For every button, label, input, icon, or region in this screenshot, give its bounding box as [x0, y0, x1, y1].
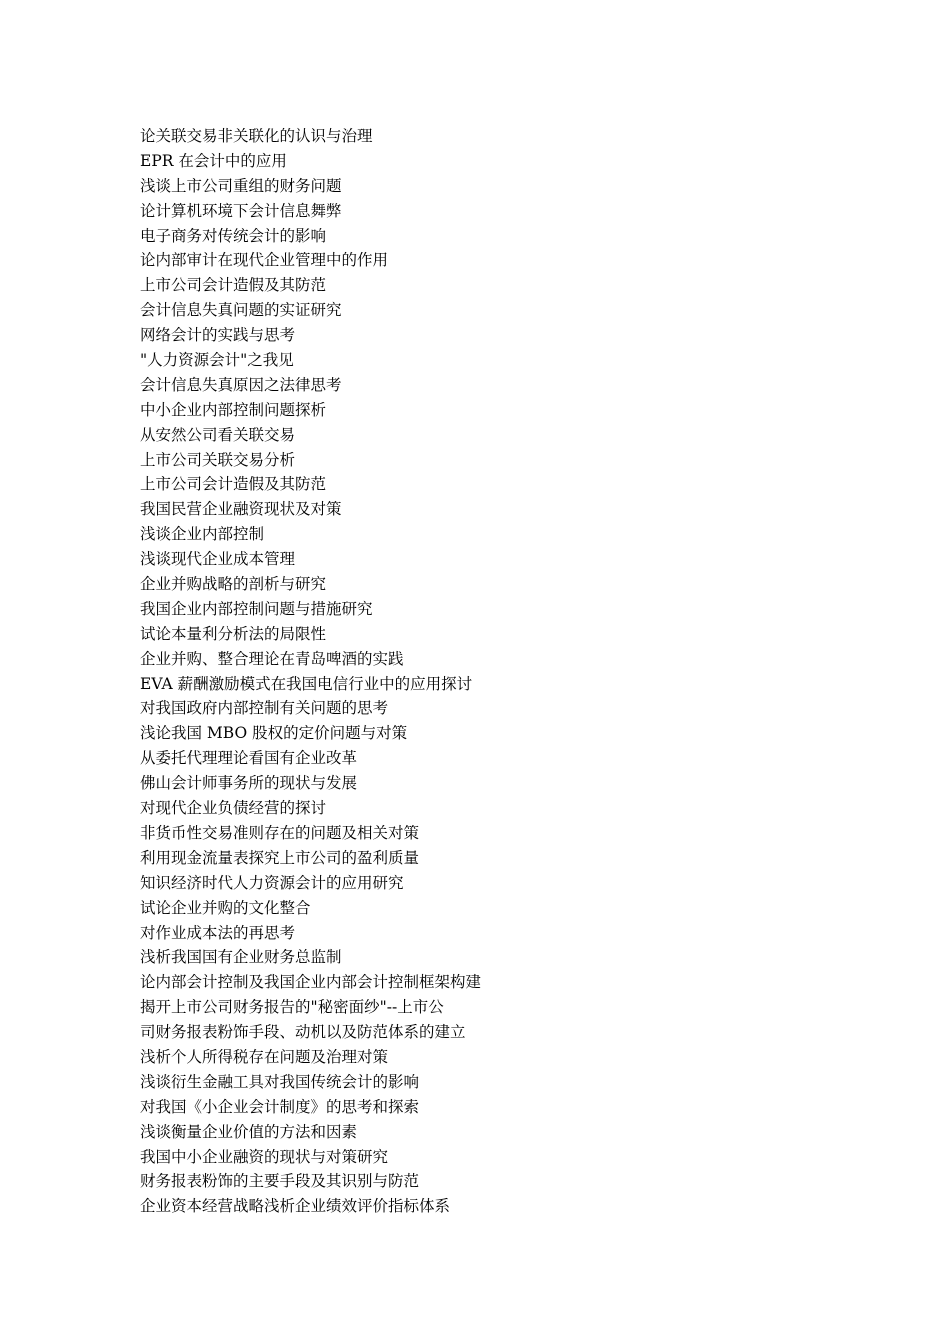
- topic-line: 上市公司关联交易分析: [140, 450, 296, 469]
- topic-line: 试论企业并购的文化整合: [140, 898, 311, 917]
- topic-line: 知识经济时代人力资源会计的应用研究: [140, 873, 404, 892]
- topic-line: 浅论我国 MBO 股权的定价问题与对策: [140, 724, 408, 743]
- topic-line: 我国企业内部控制问题与措施研究: [140, 599, 373, 618]
- topic-line: 企业并购、整合理论在青岛啤酒的实践: [140, 649, 404, 668]
- topic-line: 浅析个人所得税存在问题及治理对策: [140, 1047, 389, 1066]
- topic-line: 财务报表粉饰的主要手段及其识别与防范: [140, 1172, 420, 1191]
- topic-line: 会计信息失真原因之法律思考: [140, 375, 342, 394]
- topic-line: EPR 在会计中的应用: [140, 151, 287, 170]
- topic-line: 浅谈企业内部控制: [140, 525, 265, 544]
- topic-line: 对我国《小企业会计制度》的思考和探索: [140, 1097, 420, 1116]
- topic-line: 对作业成本法的再思考: [140, 923, 296, 942]
- topic-line: 利用现金流量表探究上市公司的盈利质量: [140, 848, 420, 867]
- topic-line: 我国中小企业融资的现状与对策研究: [140, 1147, 389, 1166]
- topic-line: 企业并购战略的剖析与研究: [140, 575, 327, 594]
- topic-line: 从委托代理理论看国有企业改革: [140, 749, 358, 768]
- topic-line: 论内部会计控制及我国企业内部会计控制框架构建: [140, 973, 482, 992]
- topic-line: 对我国政府内部控制有关问题的思考: [140, 699, 389, 718]
- topic-line: 上市公司会计造假及其防范: [140, 276, 327, 295]
- topic-line: 浅谈衍生金融工具对我国传统会计的影响: [140, 1072, 420, 1091]
- topic-line: 论计算机环境下会计信息舞弊: [140, 201, 342, 220]
- topic-line: 揭开上市公司财务报告的"秘密面纱"--上市公: [140, 998, 444, 1017]
- topic-line: 试论本量利分析法的局限性: [140, 624, 327, 643]
- topic-line: 论内部审计在现代企业管理中的作用: [140, 251, 389, 270]
- topic-line: 佛山会计师事务所的现状与发展: [140, 774, 358, 793]
- topic-line: 非货币性交易准则存在的问题及相关对策: [140, 823, 420, 842]
- topic-list: [140, 124, 481, 1219]
- topic-line: 电子商务对传统会计的影响: [140, 226, 327, 245]
- topic-line: 会计信息失真问题的实证研究: [140, 301, 342, 320]
- topic-line: 对现代企业负债经营的探讨: [140, 799, 327, 818]
- topic-line: 上市公司会计造假及其防范: [140, 475, 327, 494]
- topic-line: 浅析我国国有企业财务总监制: [140, 948, 342, 967]
- topic-line: EVA 薪酬激励模式在我国电信行业中的应用探讨: [140, 674, 473, 693]
- topic-line: 浅谈现代企业成本管理: [140, 550, 296, 569]
- topic-line: 网络会计的实践与思考: [140, 326, 296, 345]
- topic-line: 浅谈衡量企业价值的方法和因素: [140, 1122, 358, 1141]
- topic-line: 我国民营企业融资现状及对策: [140, 500, 342, 519]
- topic-line: 浅谈上市公司重组的财务问题: [140, 176, 342, 195]
- topic-line: 论关联交易非关联化的认识与治理: [140, 127, 373, 145]
- topic-line: 司财务报表粉饰手段、动机以及防范体系的建立: [140, 1023, 466, 1042]
- topic-line: 中小企业内部控制问题探析: [140, 400, 327, 419]
- topic-line: 从安然公司看关联交易: [140, 425, 296, 444]
- topic-line: 企业资本经营战略浅析企业绩效评价指标体系: [140, 1197, 451, 1216]
- topic-line: "人力资源会计"之我见: [140, 351, 294, 370]
